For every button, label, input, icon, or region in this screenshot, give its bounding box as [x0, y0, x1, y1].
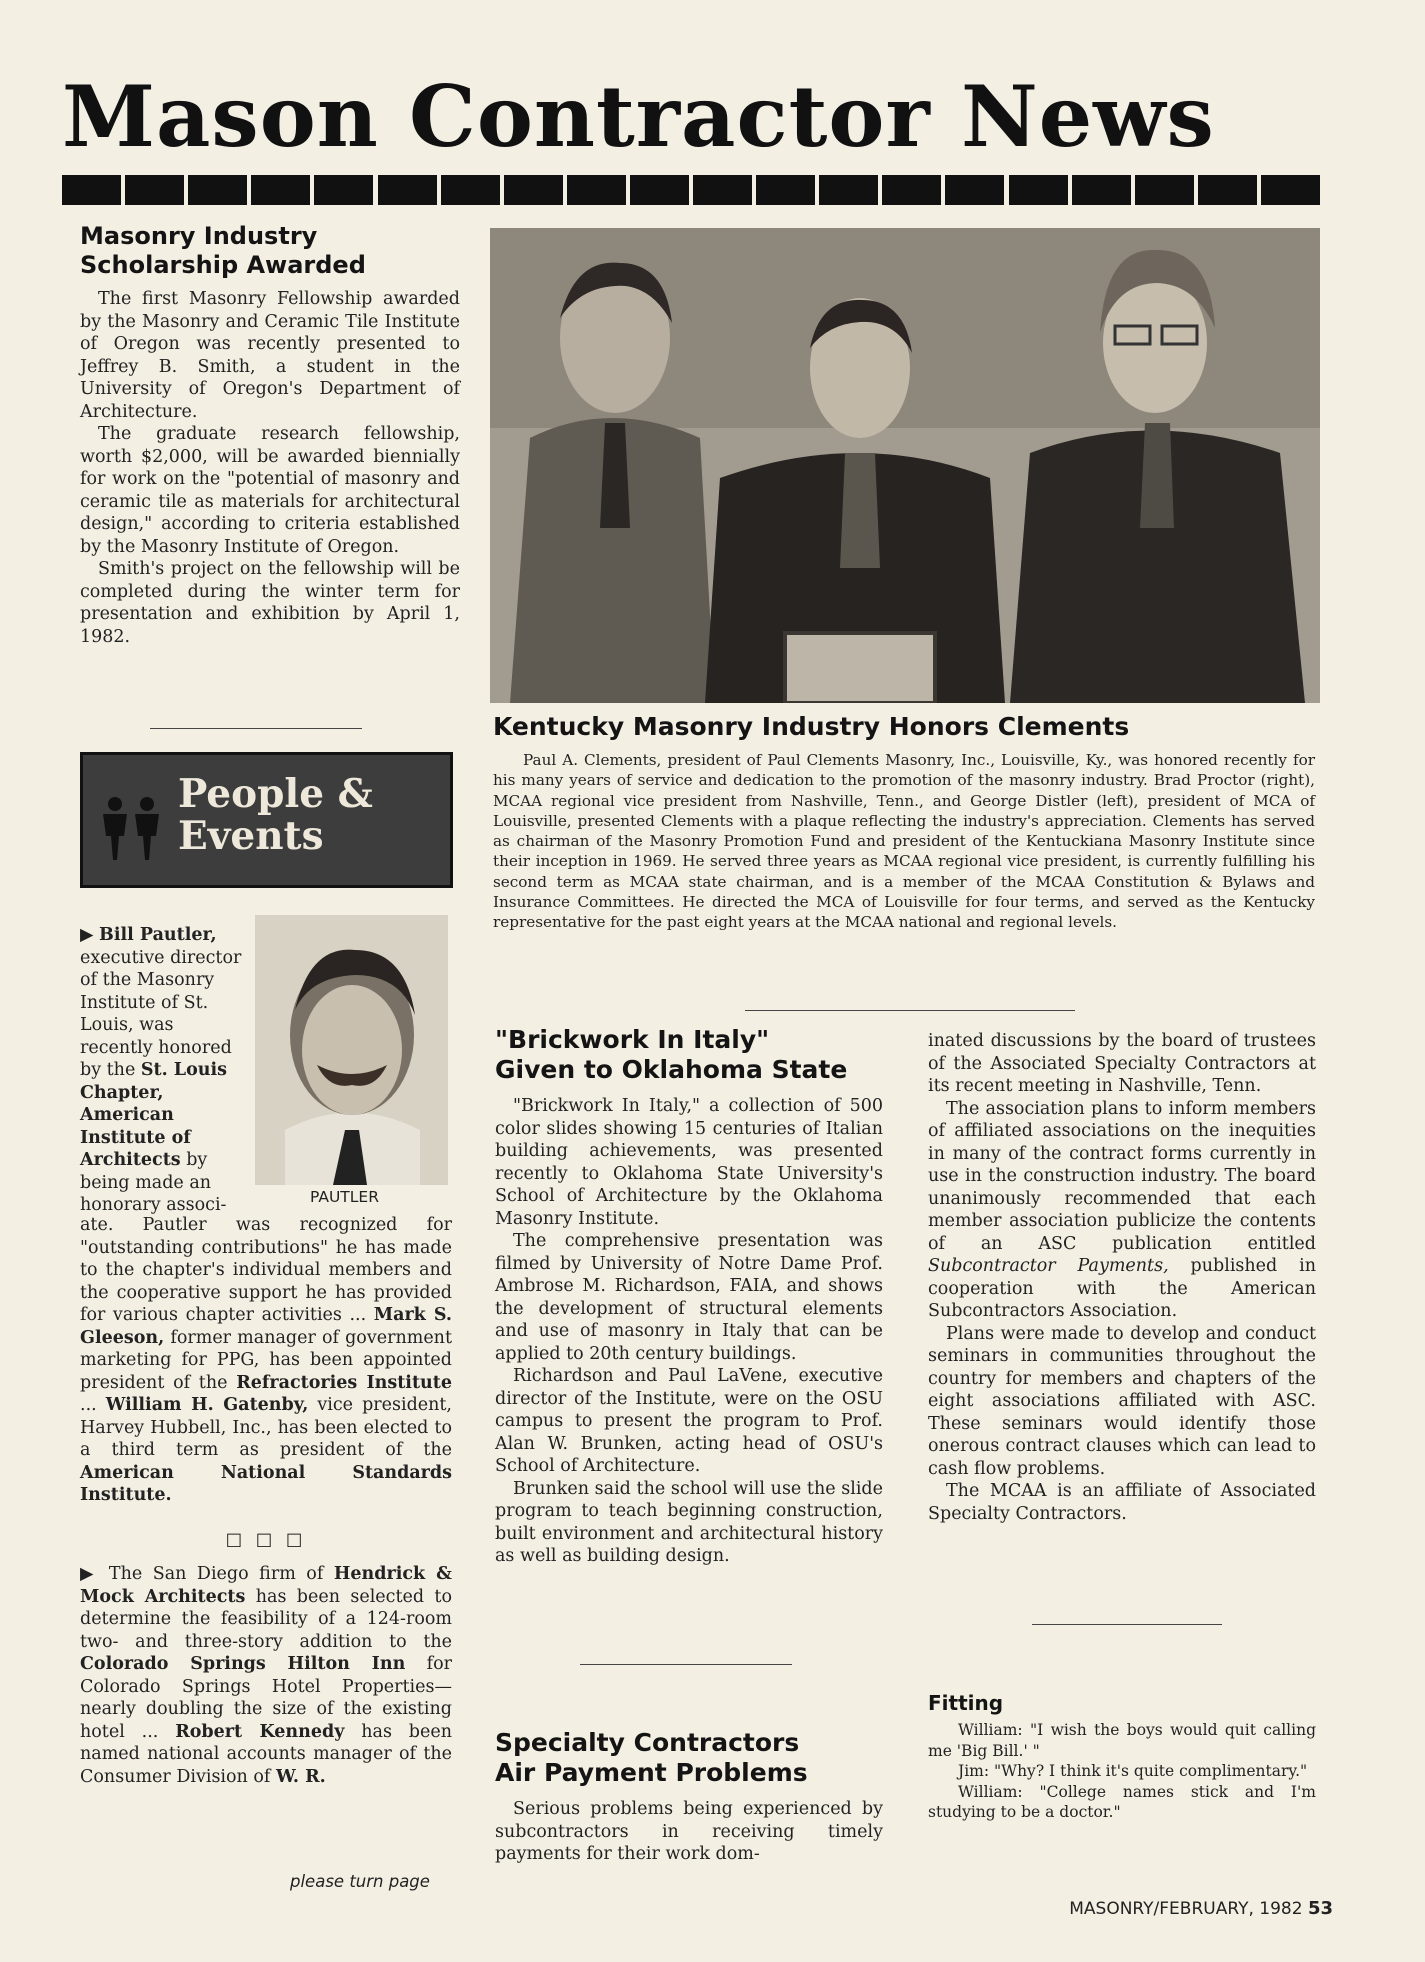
rule-segment — [630, 175, 689, 205]
pautler-body: ate. Pautler was recognized for "outstanding contributions" he has made to the chapter's individual members and the cooperative support he has provided for various chapter activities ... Mark S. Gleeson, former manager of government marketing for PPG, has been appointed president of the Refractories Institute ... William H. Gatenby, vice president, Harvey Hubbell, Inc., has been elected to a third term as president of the American National Standards Institute. □ □ □ ▶ The San Diego firm of Hendrick & Mock Architects has been selected to determine the feasibility of a 124-room two- and three-story addition to the Colorado Springs Hilton Inn for Colorado Springs Hotel Properties—nearly doubling the size of the existing hotel ... Robert Kennedy has been named national accounts manager of the Consumer Division of W. R. — [80, 1215, 452, 1787]
specialty-continuation: inated discussions by the board of trustees of the Associated Specialty Contractors at its recent meeting in Nashville, Tenn. The association plans to inform members of affiliated associations on the inequities in many of the contract forms currently in use in the construction industry. The board unanimously recommended that each member association publicize the contents of an ASC publication entitled Subcontractor Payments, published in cooperation with the American Subcontractors Association. Plans were made to develop and conduct seminars in communities throughout the country for members and chapters of the eight associations affiliated with ASC. These seminars would identify those onerous contract clauses which can lead to cash flow problems. The MCAA is an affiliate of Associated Specialty Contractors. — [928, 1031, 1316, 1524]
pautler-caption: PAUTLER — [310, 1188, 379, 1206]
rule-segment — [567, 175, 626, 205]
divider — [745, 1010, 1075, 1011]
brickwork-p3: Richardson and Paul LaVene, executive director of the Institute, were on the OSU campus to present the program to Prof. Alan W. Brunken, acting head of OSU's School of Architecture. — [495, 1366, 883, 1476]
rule-segment — [1009, 175, 1068, 205]
divider — [1032, 1624, 1222, 1625]
masthead-rule — [62, 175, 1320, 205]
brickwork-p1: "Brickwork In Italy," a collection of 500 color slides showing 15 centuries of Italian building achievements, was presented recently to Oklahoma State University's School of Architecture by the Oklahoma Masonry Institute. — [495, 1096, 883, 1229]
pautler-name: Bill Pautler, — [99, 925, 217, 945]
rule-segment — [1072, 175, 1131, 205]
fitting-line-3: William: "College names stick and I'm studying to be a doctor." — [928, 1782, 1316, 1821]
fitting-line-2: Jim: "Why? I think it's quite complimentary." — [958, 1762, 1308, 1780]
rule-segment — [251, 175, 310, 205]
rule-segment — [504, 175, 563, 205]
specialty-p3: Plans were made to develop and conduct seminars in communities throughout the country for members and chapters of the eight associations affiliated with ASC. These seminars would identify those onerous contract clauses which can lead to cash flow problems. — [928, 1323, 1316, 1479]
divider — [580, 1664, 792, 1665]
page-footer — [1069, 1898, 1333, 1919]
rule-segment — [314, 175, 373, 205]
rule-segment — [945, 175, 1004, 205]
fitting-line-1: William: "I wish the boys would quit calling me 'Big Bill.' " — [928, 1721, 1316, 1760]
clements-photo — [490, 228, 1320, 703]
divider — [150, 728, 362, 729]
scholarship-heading: Masonry Industry Scholarship Awarded — [80, 222, 366, 279]
rule-segment — [125, 175, 184, 205]
brickwork-heading: "Brickwork In Italy" Given to Oklahoma State — [495, 1025, 848, 1084]
people-events-banner — [80, 752, 453, 888]
fitting-article — [928, 1690, 1316, 1823]
rule-segment — [882, 175, 941, 205]
rule-segment — [1198, 175, 1257, 205]
specialty-p4: The MCAA is an affiliate of Associated Specialty Contractors. — [928, 1481, 1316, 1524]
scholarship-p2: The graduate research fellowship, worth $2,000, will be awarded biennially for work on the "potential of masonry and ceramic tile as materials for architectural design," according to criteria established by the Masonry Institute of Oregon. — [80, 424, 460, 557]
masthead-title: Mason Contractor News — [62, 67, 1215, 166]
pautler-intro-text: executive director of the Masonry Institute of St. Louis, was recently honored by the St. Louis Chapter, American Institute of Architects by being made an honorary associ- — [80, 947, 242, 1215]
brickwork-p4: Brunken said the school will use the slide program to teach beginning construction, built environment and architectural history as well as building design. — [495, 1478, 883, 1566]
scholarship-article — [80, 222, 460, 648]
kentucky-caption: Paul A. Clements, president of Paul Clements Masonry, Inc., Louisville, Ky., was honored recently for his many years of service and dedication to the promotion of the masonry industry. Brad Proctor (right), MCAA regional vice president from Nashville, Tenn., and George Distler (left), president of MCA of Louisville, presented Clements with a plaque reflecting the industry's appreciation. Clements has served as chairman of the Masonry Promotion Fund and president of the Kentuckiana Masonry Institute since their inception in 1969. He served three years as MCAA regional vice president, is currently fulfilling his second term as MCAA state chairman, and is a member of the MCAA Constitution & Bylaws and Insurance Committees. He directed the MCA of Louisville for four terms, and served as the Kentucky representative for the past eight years at the MCAA national and regional levels. — [493, 751, 1315, 932]
specialty-heading: Specialty Contractors Air Payment Problems — [495, 1728, 808, 1787]
rule-segment — [378, 175, 437, 205]
kentucky-heading: Kentucky Masonry Industry Honors Clements — [493, 712, 1130, 741]
rule-segment — [756, 175, 815, 205]
rule-segment — [188, 175, 247, 205]
rule-segment — [62, 175, 121, 205]
pautler-intro: ▶ Bill Pautler, executive director of the Masonry Institute of St. Louis, was recently honored by the St. Louis Chapter, American Institute of Architects by being made an honorary associ- — [80, 925, 242, 1215]
page-number: 53 — [1307, 1898, 1333, 1919]
rule-segment — [1135, 175, 1194, 205]
brickwork-p2: The comprehensive presentation was filmed by University of Notre Dame Prof. Ambrose M. Richardson, FAIA, and shows the development of structural elements and use of masonry in Italy that can be applied to 20th century buildings. — [495, 1231, 883, 1364]
scholarship-p3: Smith's project on the fellowship will be completed during the winter term for presentation and exhibition by April 1, 1982. — [80, 559, 460, 647]
rule-segment — [441, 175, 500, 205]
rule-segment — [819, 175, 878, 205]
specialty-article — [495, 1728, 885, 1866]
scholarship-p1: The first Masonry Fellowship awarded by the Masonry and Ceramic Tile Institute of Oregon was recently presented to Jeffrey B. Smith, a student in the University of Oregon's Department of Architecture. — [80, 289, 460, 422]
rule-segment — [1261, 175, 1320, 205]
please-turn-page: please turn page — [290, 1872, 430, 1891]
rule-segment — [693, 175, 752, 205]
gatenby-name: William H. Gatenby, — [105, 1395, 309, 1415]
fitting-heading: Fitting — [928, 1691, 1004, 1715]
brickwork-article — [495, 1025, 885, 1568]
gleeson-name: Mark S. Gleeson, — [80, 1305, 452, 1348]
section-separator: □ □ □ — [225, 1529, 307, 1550]
specialty-p1: Serious problems being experienced by subcontractors in receiving timely payments for their work dom- — [495, 1799, 883, 1864]
people-icon — [97, 795, 169, 861]
kennedy-name: Robert Kennedy — [175, 1721, 345, 1742]
people-events-title: People & Events — [178, 771, 373, 859]
footer-publication: MASONRY/FEBRUARY, 1982 — [1069, 1899, 1303, 1919]
pautler-photo — [255, 915, 448, 1185]
